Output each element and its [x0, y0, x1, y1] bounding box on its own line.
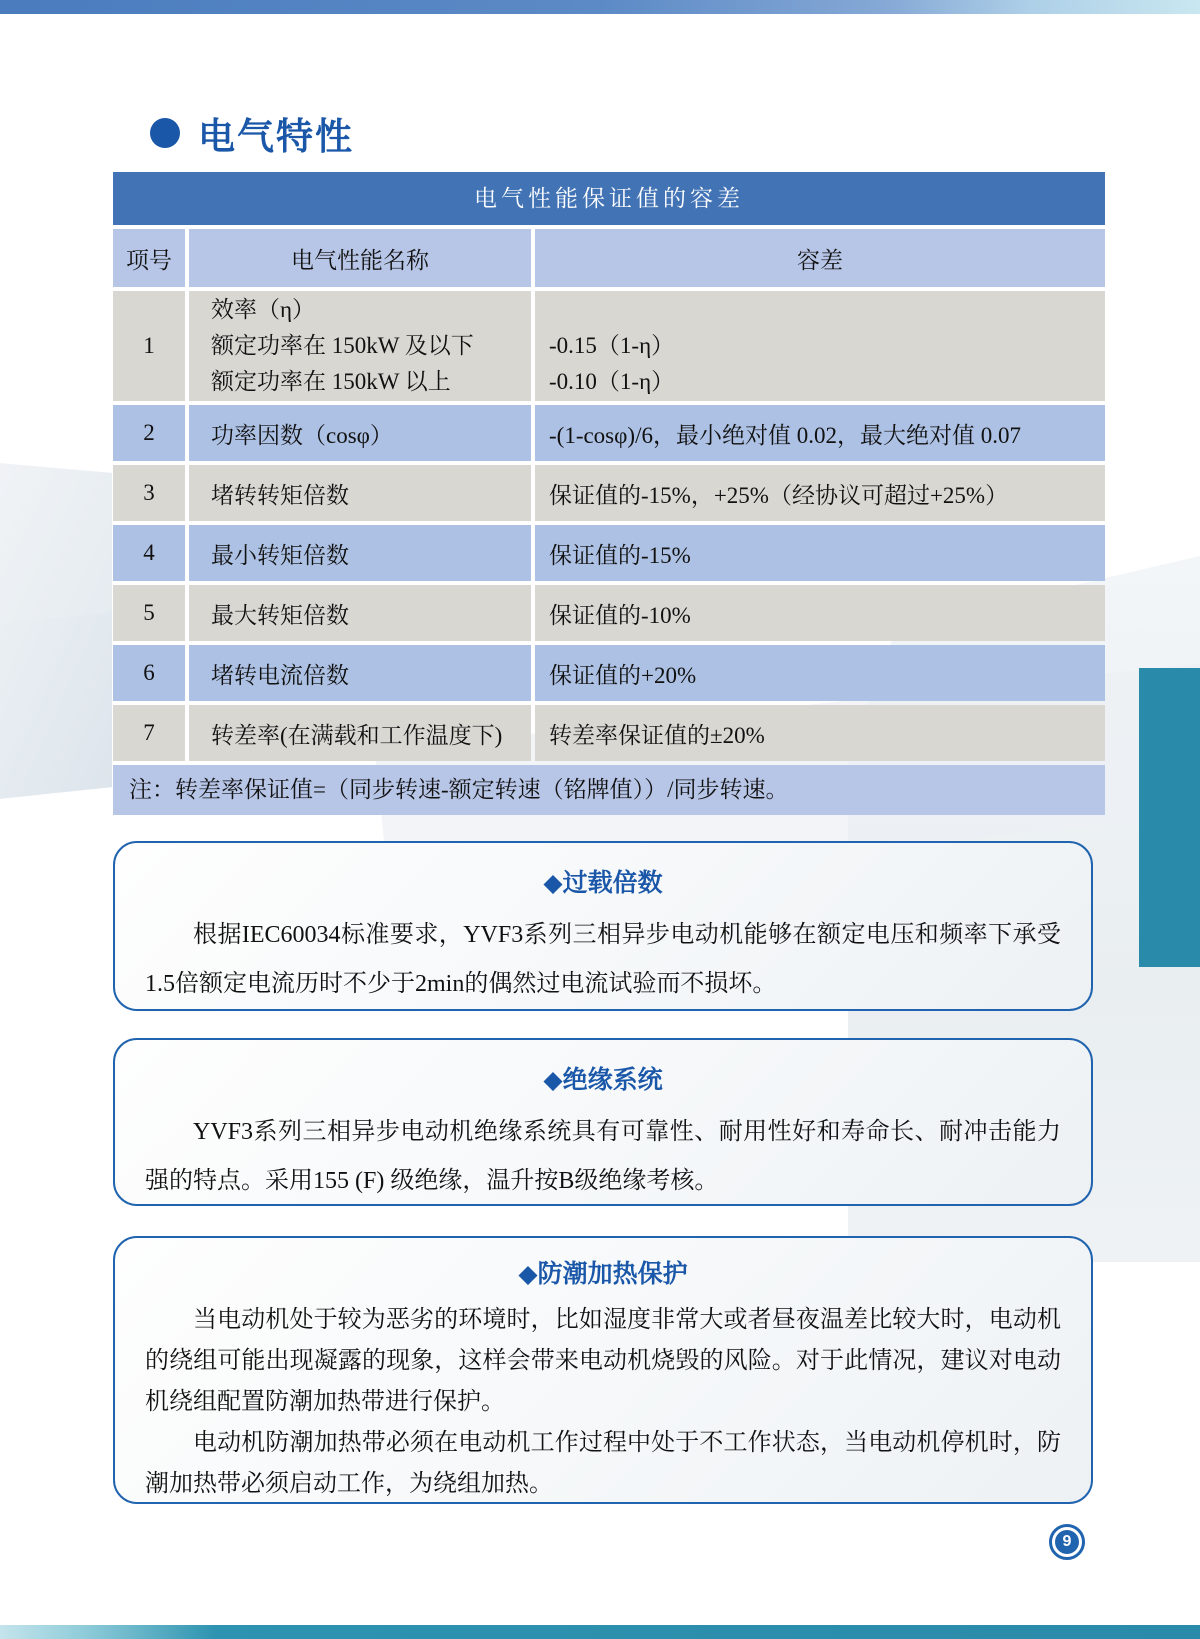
row-no: 6: [113, 645, 185, 701]
table-title: 电气性能保证值的容差: [113, 172, 1105, 225]
paragraph: YVF3系列三相异步电动机绝缘系统具有可靠性、耐用性好和寿命长、耐冲击能力强的特点。采用155 (F) 级绝缘，温升按B级绝缘考核。: [145, 1119, 1061, 1194]
page-title: 电气特性: [198, 116, 354, 157]
teal-accent-rectangle: [1139, 668, 1200, 967]
table-header-row: [113, 229, 1105, 287]
row-tolerance: 保证值的+20%: [535, 645, 1105, 701]
row-name-line: 额定功率在 150kW 以上: [211, 369, 451, 394]
info-box-antimoisture-heating: [113, 1236, 1093, 1504]
box-body: [145, 1108, 1061, 1206]
row-tolerance: [535, 291, 1105, 401]
row-name-line: 效率（η）: [211, 297, 316, 322]
row-name-line: 额定功率在 150kW 及以下: [211, 333, 474, 358]
row-name: 堵转电流倍数: [189, 645, 531, 701]
paragraph: 根据IEC60034标准要求，YVF3系列三相异步电动机能够在额定电压和频率下承受1.5倍额定电流历时不少于2min的偶然过电流试验而不损坏。: [145, 922, 1061, 997]
row-tolerance: 保证值的-15%，+25%（经协议可超过+25%）: [535, 465, 1105, 521]
row-tolerance: -(1-cosφ)/6，最小绝对值 0.02，最大绝对值 0.07: [535, 405, 1105, 461]
box-heading: ◆过载倍数: [543, 870, 663, 897]
row-no: 3: [113, 465, 185, 521]
table-row: [113, 291, 1105, 401]
table-row: [113, 405, 1105, 461]
table-row: [113, 645, 1105, 701]
box-body: [145, 911, 1061, 1009]
paragraph: 当电动机处于较为恶劣的环境时，比如湿度非常大或者昼夜温差比较大时，电动机的绕组可能出现凝露的现象，这样会带来电动机烧毁的风险。对于此情况，建议对电动机绕组配置防潮加热带进行保护。: [145, 1307, 1061, 1415]
page-number-badge: [1049, 1524, 1085, 1560]
row-name: 转差率(在满载和工作温度下): [189, 705, 531, 761]
top-accent-bar: [0, 0, 1200, 14]
row-tolerance-line: -0.10（1-η）: [549, 369, 675, 394]
row-name: 功率因数（cosφ）: [189, 405, 531, 461]
row-name: 最小转矩倍数: [189, 525, 531, 581]
row-no: 1: [113, 291, 185, 401]
box-body: [145, 1300, 1061, 1505]
bullet-circle-icon: [150, 118, 180, 148]
row-tolerance: 保证值的-15%: [535, 525, 1105, 581]
left-decor-shape: [0, 612, 112, 799]
table-row: [113, 465, 1105, 521]
section-title: [150, 106, 354, 160]
row-tolerance: 保证值的-10%: [535, 585, 1105, 641]
row-no: 2: [113, 405, 185, 461]
row-name: 堵转转矩倍数: [189, 465, 531, 521]
row-no: 7: [113, 705, 185, 761]
info-box-insulation: [113, 1038, 1093, 1206]
row-tolerance: 转差率保证值的±20%: [535, 705, 1105, 761]
column-header-no: 项号: [113, 229, 185, 287]
row-name: [189, 291, 531, 401]
tolerance-table: [113, 172, 1105, 815]
row-name: 最大转矩倍数: [189, 585, 531, 641]
box-heading: ◆防潮加热保护: [518, 1261, 688, 1288]
table-row: [113, 705, 1105, 761]
row-no: 5: [113, 585, 185, 641]
bottom-accent-bar: [0, 1625, 1200, 1639]
row-no: 4: [113, 525, 185, 581]
table-row: [113, 525, 1105, 581]
paragraph: 电动机防潮加热带必须在电动机工作过程中处于不工作状态，当电动机停机时，防潮加热带必须启动工作，为绕组加热。: [145, 1430, 1061, 1497]
page-number: 9: [1055, 1530, 1079, 1554]
table-note: 注：转差率保证值=（同步转速-额定转速（铭牌值））/同步转速。: [113, 765, 1105, 815]
box-heading: ◆绝缘系统: [543, 1067, 663, 1094]
row-tolerance-line: -0.15（1-η）: [549, 333, 675, 358]
info-box-overload: [113, 841, 1093, 1011]
column-header-name: 电气性能名称: [189, 229, 531, 287]
table-row: [113, 585, 1105, 641]
column-header-tolerance: 容差: [535, 229, 1105, 287]
